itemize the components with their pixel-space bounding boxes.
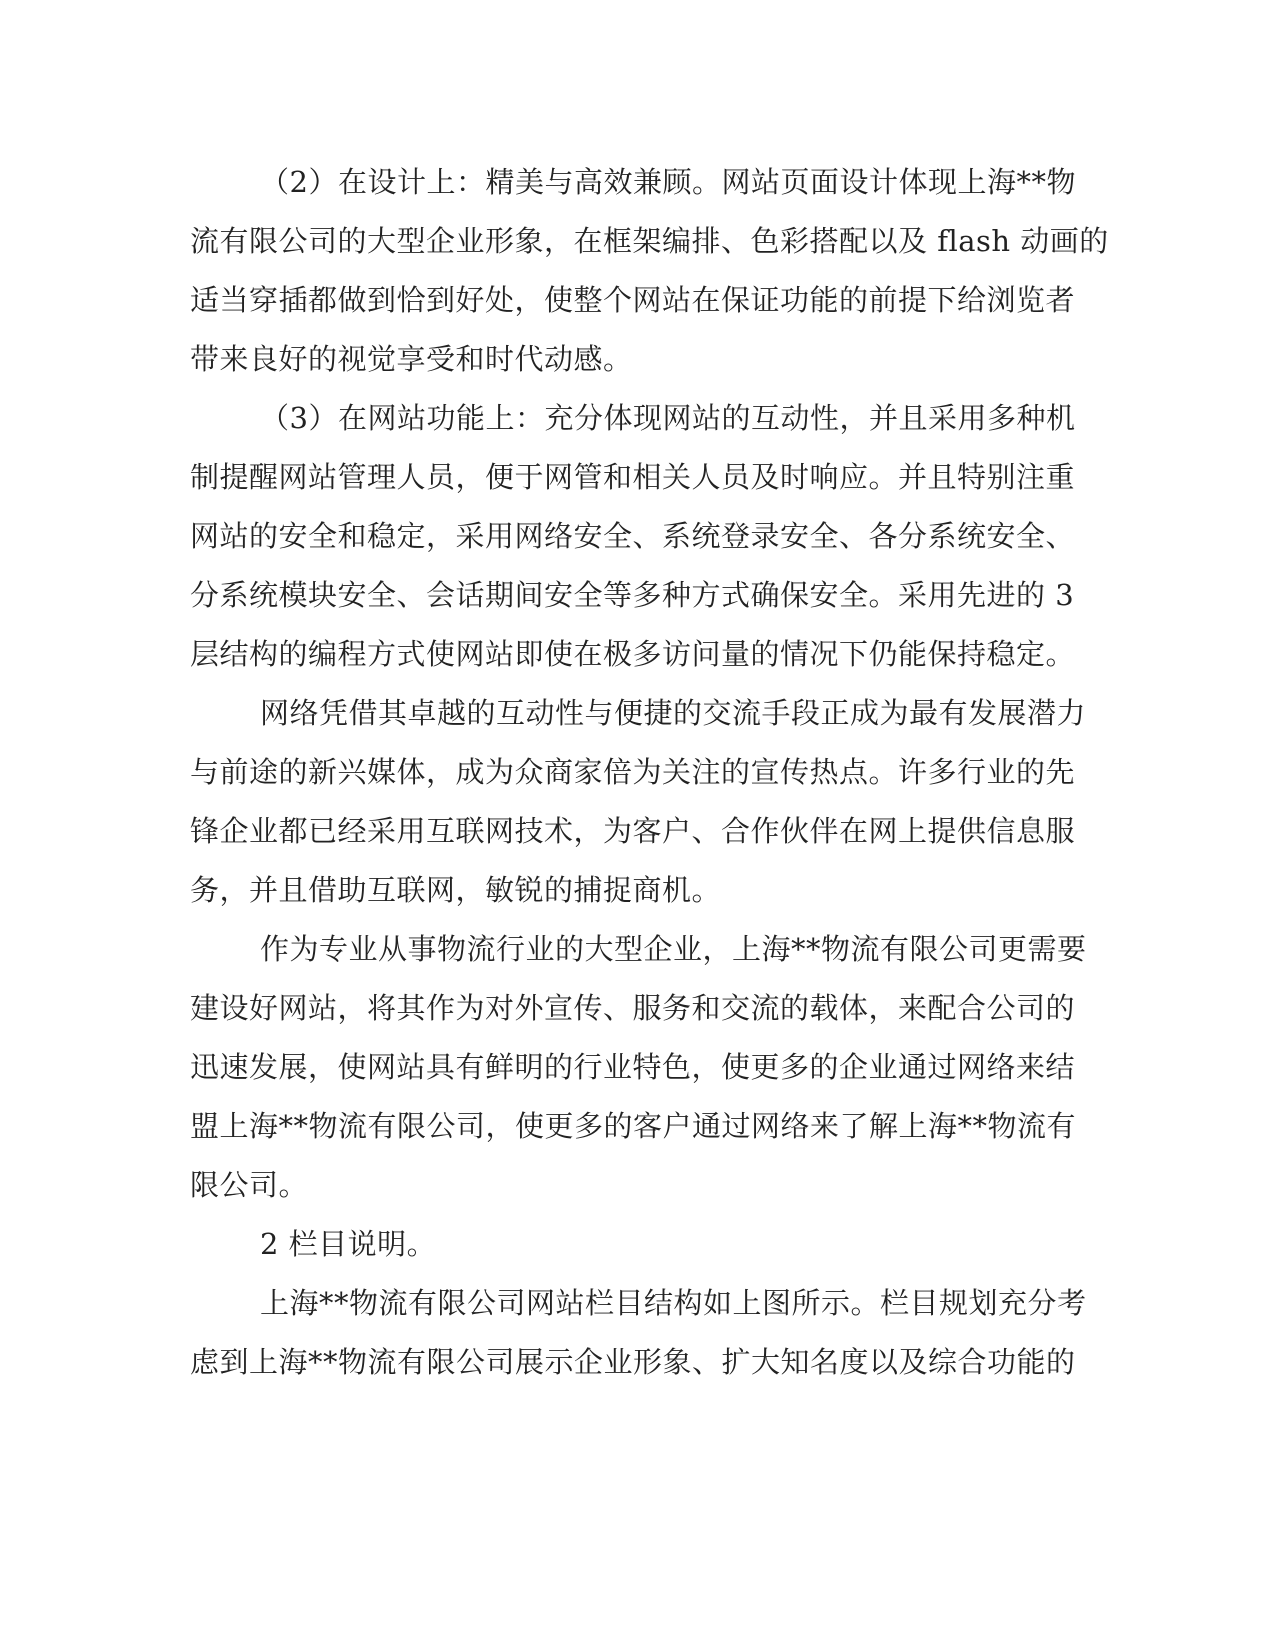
paragraph-line: 网站的安全和稳定，采用网络安全、系统登录安全、各分系统安全、 (190, 519, 1076, 553)
paragraph-line: 制提醒网站管理人员，便于网管和相关人员及时响应。并且特别注重 (190, 460, 1076, 494)
paragraph-line: 务，并且借助互联网，敏锐的捕捉商机。 (190, 873, 722, 907)
paragraph-line: 适当穿插都做到恰到好处，使整个网站在保证功能的前提下给浏览者 (190, 283, 1076, 317)
paragraph-line: 分系统模块安全、会话期间安全等多种方式确保安全。采用先进的 3 (190, 578, 1075, 612)
paragraph-line: （3）在网站功能上：充分体现网站的互动性，并且采用多种机 (260, 401, 1076, 435)
paragraph-line: 锋企业都已经采用互联网技术，为客户、合作伙伴在网上提供信息服 (190, 814, 1076, 848)
paragraph-line: （2）在设计上：精美与高效兼顾。网站页面设计体现上海**物 (260, 165, 1076, 199)
paragraph-line: 迅速发展，使网站具有鲜明的行业特色，使更多的企业通过网络来结 (190, 1050, 1076, 1084)
paragraph-line: 建设好网站，将其作为对外宣传、服务和交流的载体，来配合公司的 (190, 991, 1076, 1025)
paragraph-line: 网络凭借其卓越的互动性与便捷的交流手段正成为最有发展潜力 (260, 696, 1087, 730)
paragraph-line: 虑到上海**物流有限公司展示企业形象、扩大知名度以及综合功能的 (190, 1345, 1076, 1379)
section-heading: 2 栏目说明。 (260, 1227, 437, 1261)
paragraph-line: 限公司。 (190, 1168, 309, 1202)
paragraph-line: 上海**物流有限公司网站栏目结构如上图所示。栏目规划充分考 (260, 1286, 1087, 1320)
paragraph-line: 层结构的编程方式使网站即使在极多访问量的情况下仍能保持稳定。 (190, 637, 1076, 671)
paragraph-line: 盟上海**物流有限公司，使更多的客户通过网络来了解上海**物流有 (190, 1109, 1077, 1143)
paragraph-line: 与前途的新兴媒体，成为众商家倍为关注的宣传热点。许多行业的先 (190, 755, 1076, 789)
paragraph-line: 流有限公司的大型企业形象，在框架编排、色彩搭配以及 flash 动画的 (190, 224, 1109, 258)
paragraph-line: 带来良好的视觉享受和时代动感。 (190, 342, 633, 376)
paragraph-line: 作为专业从事物流行业的大型企业，上海**物流有限公司更需要 (260, 932, 1087, 966)
